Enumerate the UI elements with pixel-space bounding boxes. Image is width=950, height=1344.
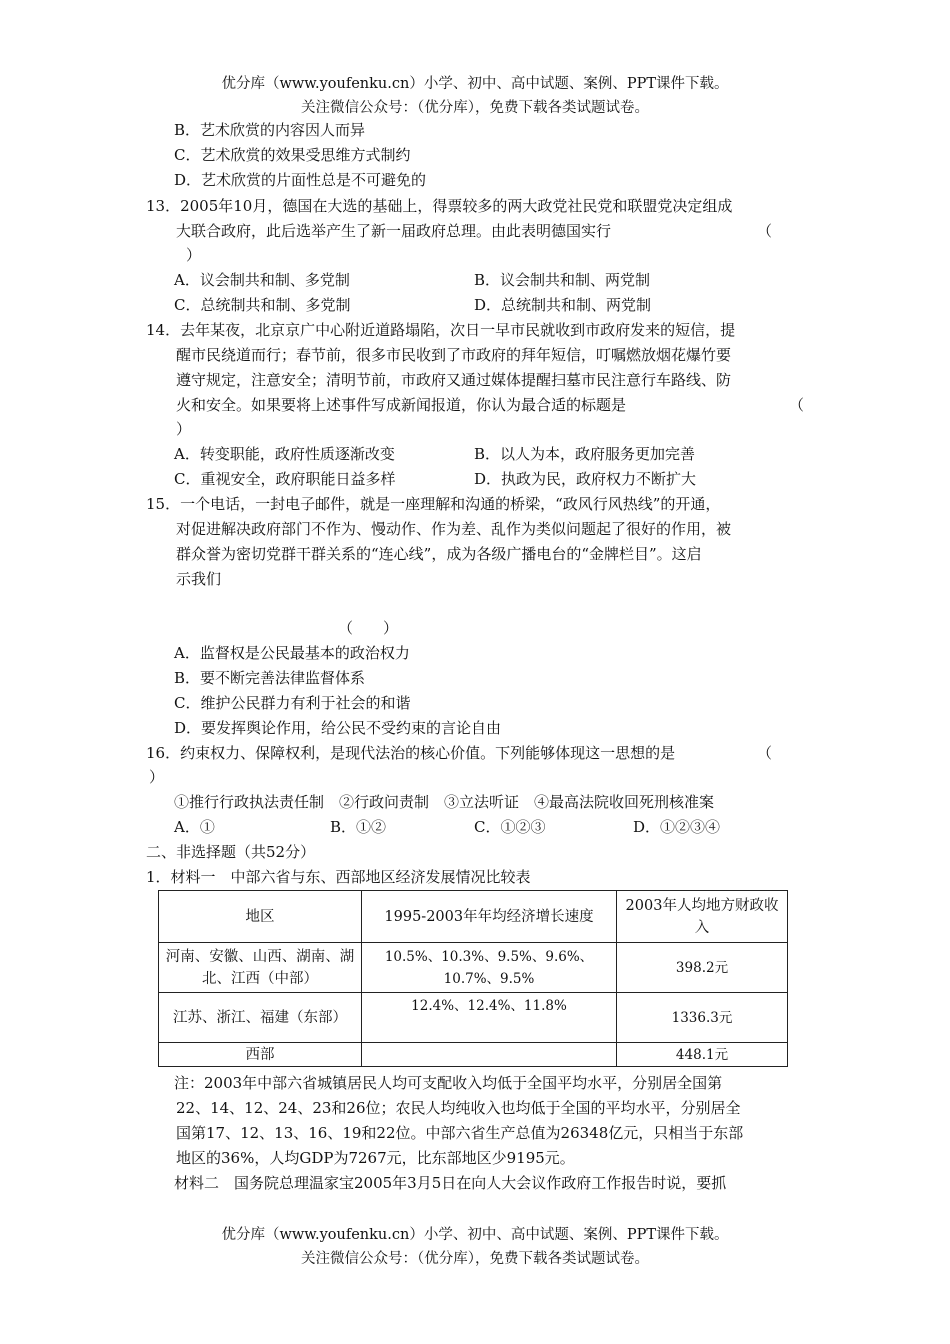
q16-stem-line-1: 16．约束权力、保障权利，是现代法治的核心价值。下列能够体现这一思想的是 [146, 744, 676, 762]
table-header-cell: 2003年人均地方财政收入 [617, 891, 788, 943]
q16-option-c: C．①②③ [474, 818, 546, 836]
note-line-2: 22、14、12、24、23和26位；农民人均纯收入也均低于全国的平均水平，分别居全 [176, 1099, 741, 1117]
q12-option-b: B．艺术欣赏的内容因人而异 [174, 121, 366, 139]
note-line-1: 注：2003年中部六省城镇居民人均可支配收入均低于全国平均水平，分别居全国第 [174, 1074, 723, 1092]
q14-paren-close: ） [176, 420, 192, 438]
header-line-1: 优分库（www.youfenku.cn）小学、初中、高中试题、案例、PPT课件下载。 [221, 76, 729, 92]
q15-stem-line-3: 群众誉为密切党群干群关系的“连心线”，成为各级广播电台的“金牌栏目”。这启 [176, 545, 702, 563]
table-cell: 398.2元 [617, 943, 788, 993]
q14-option-b: B．以人为本，政府服务更加完善 [474, 445, 696, 463]
q16-paren-open: （ [757, 744, 773, 762]
q15-stem-line-1: 15．一个电话，一封电子邮件，就是一座理解和沟通的桥梁，“政风行风热线”的开通， [146, 495, 721, 513]
q15-option-d: D．要发挥舆论作用，给公民不受约束的言论自由 [174, 719, 502, 737]
q12-option-d: D．艺术欣赏的片面性总是不可避免的 [174, 171, 427, 189]
q16-items: ①推行行政执法责任制 ②行政问责制 ③立法听证 ④最高法院收回死刑核准案 [174, 793, 715, 811]
q12-option-c: C．艺术欣赏的效果受思维方式制约 [174, 146, 411, 164]
table-cell: 江苏、浙江、福建（东部） [159, 993, 362, 1043]
q15-option-a: A．监督权是公民最基本的政治权力 [174, 644, 410, 662]
q13-stem-line-1: 13．2005年10月，德国在大选的基础上，得票较多的两大政党社民党和联盟党决定组成 [146, 197, 733, 215]
q16-option-a: A．① [174, 818, 215, 836]
q13-option-b: B．议会制共和制、两党制 [474, 271, 651, 289]
q14-option-d: D．执政为民，政府权力不断扩大 [474, 470, 697, 488]
table-row [159, 993, 788, 1043]
q13-option-d: D．总统制共和制、两党制 [474, 296, 652, 314]
q14-stem-line-4: 火和安全。如果要将上述事件写成新闻报道，你认为最合适的标题是 [176, 396, 627, 414]
q13-option-c: C．总统制共和制、多党制 [174, 296, 351, 314]
table-cell: 10.5%、10.3%、9.5%、9.6%、10.7%、9.5% [362, 943, 617, 993]
q14-option-a: A．转变职能，政府性质逐渐改变 [174, 445, 395, 463]
q16-option-d: D．①②③④ [633, 818, 721, 836]
q15-option-b: B．要不断完善法律监督体系 [174, 669, 366, 687]
q15-paren: （ ） [338, 619, 399, 637]
q14-paren-open: （ [789, 396, 805, 414]
table-cell: 448.1元 [617, 1043, 788, 1067]
footer-line-1: 优分库（www.youfenku.cn）小学、初中、高中试题、案例、PPT课件下载。 [221, 1227, 729, 1243]
table-cell: 12.4%、12.4%、11.8% [362, 993, 617, 1043]
q16-paren-close: ） [149, 768, 165, 786]
comparison-table [158, 890, 788, 1067]
note-line-3: 国第17、12、13、16、19和22位。中部六省生产总值为26348亿元，只相当于东部 [176, 1124, 744, 1142]
table-cell: 1336.3元 [617, 993, 788, 1043]
table-row [159, 943, 788, 993]
table-header-cell: 1995-2003年年均经济增长速度 [362, 891, 617, 943]
q15-option-c: C．维护公民群力有利于社会的和谐 [174, 694, 411, 712]
q14-stem-line-1: 14．去年某夜，北京京广中心附近道路塌陷，次日一早市民就收到市政府发来的短信，提 [146, 321, 736, 339]
table-cell: 河南、安徽、山西、湖南、湖北、江西（中部） [159, 943, 362, 993]
table-cell [362, 1043, 617, 1067]
q13-paren-open: （ [757, 222, 773, 240]
material-1-title: 1．材料一 中部六省与东、西部地区经济发展情况比较表 [146, 868, 531, 886]
material-2-line: 材料二 国务院总理温家宝2005年3月5日在向人大会议作政府工作报告时说，要抓 [174, 1174, 727, 1192]
q13-paren-close: ） [186, 246, 202, 264]
q15-stem-line-4: 示我们 [176, 570, 222, 588]
q16-option-b: B．①② [330, 818, 387, 836]
section-2-title: 二、非选择题（共52分） [146, 843, 316, 861]
table-row [159, 1043, 788, 1067]
table-header-row [159, 891, 788, 943]
q14-stem-line-3: 遵守规定，注意安全；清明节前，市政府又通过媒体提醒扫墓市民注意行车路线、防 [176, 371, 732, 389]
table-header-cell: 地区 [159, 891, 362, 943]
footer-line-2: 关注微信公众号：（优分库），免费下载各类试题试卷。 [301, 1251, 649, 1267]
q13-stem-line-2: 大联合政府，此后选举产生了新一届政府总理。由此表明德国实行 [176, 222, 612, 240]
q14-option-c: C．重视安全，政府职能日益多样 [174, 470, 396, 488]
header-line-2: 关注微信公众号：（优分库），免费下载各类试题试卷。 [301, 100, 649, 116]
q13-option-a: A．议会制共和制、多党制 [174, 271, 350, 289]
table-cell: 西部 [159, 1043, 362, 1067]
q15-stem-line-2: 对促进解决政府部门不作为、慢动作、作为差、乱作为类似问题起了很好的作用，被 [176, 520, 732, 538]
note-line-4: 地区的36%，人均GDP为7267元，比东部地区少9195元。 [176, 1149, 575, 1167]
q14-stem-line-2: 醒市民绕道而行；春节前，很多市民收到了市政府的拜年短信，叮嘱燃放烟花爆竹要 [176, 346, 732, 364]
